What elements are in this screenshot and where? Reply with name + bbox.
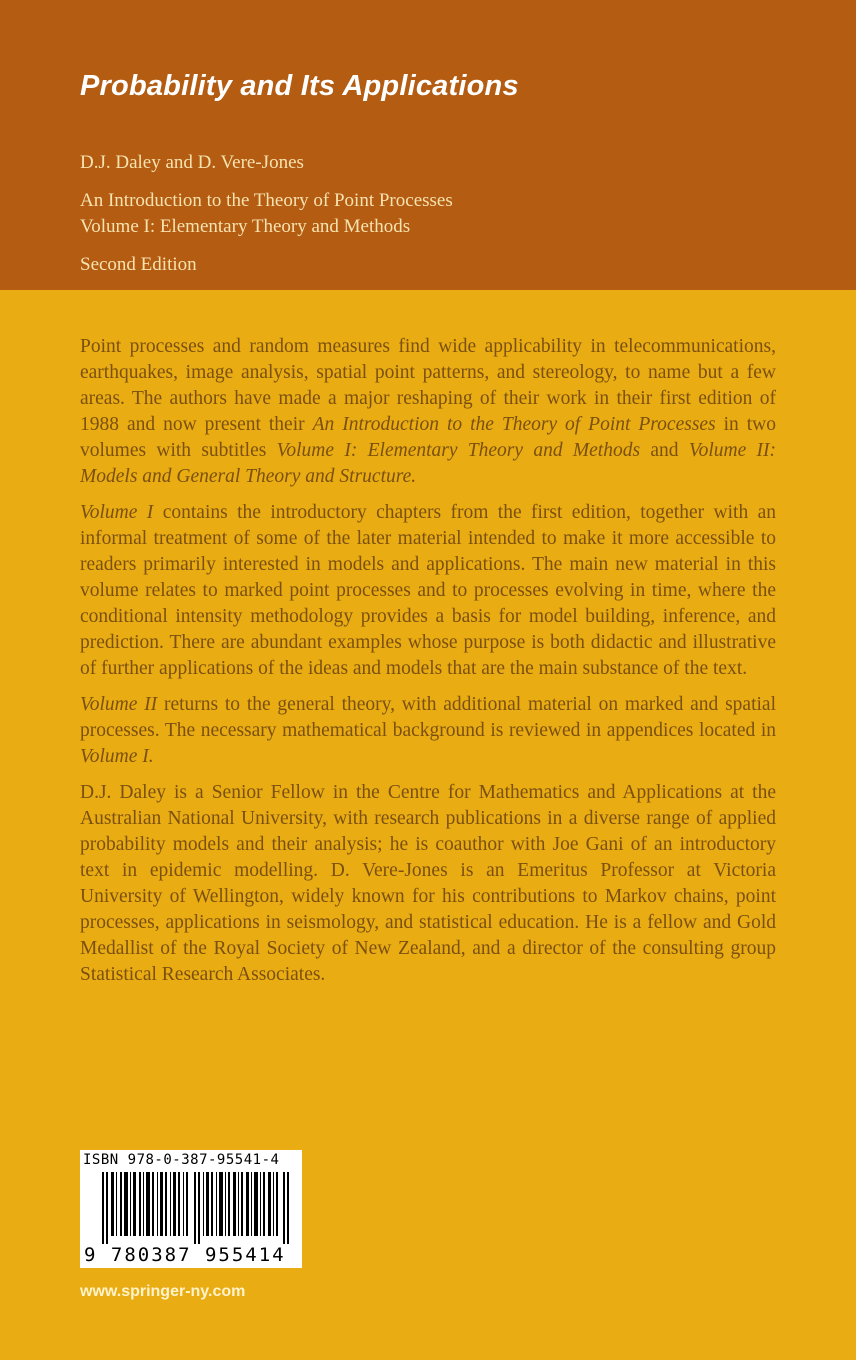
ean-number: 9 780387 955414: [84, 1244, 286, 1266]
isbn-text: ISBN 978-0-387-95541-4: [83, 1152, 280, 1168]
italic-span: Volume I.: [80, 746, 154, 767]
barcode: [80, 1150, 302, 1268]
italic-span: An Introduction to the Theory of Point Processes: [312, 414, 716, 435]
paragraph-volume-two: [80, 692, 776, 770]
book-title-line-1: An Introduction to the Theory of Point Processes: [80, 190, 453, 211]
italic-span: Volume II: [80, 694, 158, 715]
text-span: Point processes and random measures find wide applicability in telecommunications, earthquakes, image analysis, spatial point patterns, and stereology, to name but a few areas. The authors have made a major reshaping of their work in their first edition of 1988 and now present their: [80, 336, 776, 435]
publisher-website[interactable]: www.springer-ny.com: [80, 1283, 246, 1300]
text-span: in two volumes with subtitles: [80, 414, 776, 461]
italic-span: Volume II: Models and General Theory and Structure.: [80, 440, 776, 487]
book-title-line-2: Volume I: Elementary Theory and Methods: [80, 216, 411, 237]
text-span: and: [640, 440, 689, 461]
paragraph-authors-bio: D.J. Daley is a Senior Fellow in the Centre for Mathematics and Applications at the Australian National University, with research publications in a diverse range of applied probability models and their analysis; he is coauthor with Joe Gani of an introductory text in epidemic modelling. D. Vere-Jones is an Emeritus Professor at Victoria University of Wellington, widely known for his contributions to Markov chains, point processes, applications in seismology, and statistical education. He is a fellow and Gold Medallist of the Royal Society of New Zealand, and a director of the consulting group Statistical Research Associates.: [80, 782, 776, 985]
authors: D.J. Daley and D. Vere-Jones: [80, 152, 304, 173]
paragraph-volume-one: [80, 500, 776, 682]
italic-span: Volume I: Elementary Theory and Methods: [276, 440, 641, 461]
edition: Second Edition: [80, 254, 197, 275]
paragraph-intro: [80, 334, 776, 490]
series-title: Probability and Its Applications: [80, 70, 519, 102]
header-band: [0, 0, 856, 290]
italic-span: Volume I: [80, 502, 154, 523]
blurb: [80, 334, 776, 998]
text-span: contains the introductory chapters from the first edition, together with an informal treatment of some of the later material intended to make it more accessible to readers primarily interested in models and applications. The main new material in this volume relates to marked point processes and to processes evolving in time, where the conditional intensity methodology provides a basis for model building, inference, and prediction. There are abundant examples whose purpose is both didactic and illustrative of further applications of the ideas and models that are the main substance of the text.: [80, 502, 776, 679]
barcode-bars: [102, 1172, 292, 1244]
text-span: returns to the general theory, with additional material on marked and spatial processes. The necessary mathematical background is reviewed in appendices located in: [80, 694, 776, 741]
